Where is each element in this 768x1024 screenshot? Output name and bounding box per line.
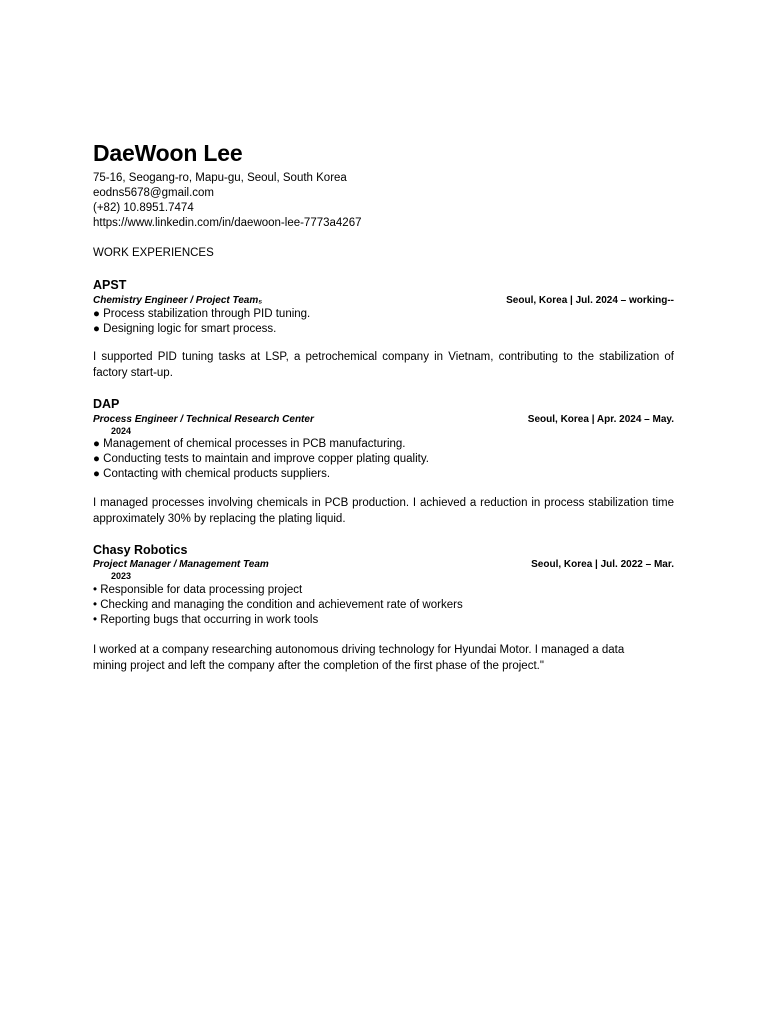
job-location-date: Seoul, Korea | Jul. 2024 – working-- [506, 295, 674, 306]
job-company: Chasy Robotics [93, 543, 188, 557]
job-summary: I managed processes involving chemicals in PCB production. I achieved a reduction in process stabilization time approximately 30% by replacing the plating liquid. [93, 497, 674, 525]
job-location-date: Seoul, Korea | Jul. 2022 – Mar. [531, 559, 674, 570]
section-title: WORK EXPERIENCES [93, 247, 214, 259]
job-bullet: ● Process stabilization through PID tuning. [93, 308, 311, 320]
job-company: APST [93, 278, 127, 292]
job-role-row [93, 413, 674, 426]
job-role: Chemistry Engineer / Project Team₅ [93, 295, 263, 306]
job-bullet: • Responsible for data processing project [93, 584, 303, 596]
job-date-wrap: 2023 [111, 571, 132, 581]
job-role: Process Engineer / Technical Research Center [93, 414, 314, 425]
job-date-wrap: 2024 [111, 426, 132, 436]
job-bullet: ● Conducting tests to maintain and improve copper plating quality. [93, 453, 429, 465]
job-bullet: ● Designing logic for smart process. [93, 323, 277, 335]
job-bullet: ● Management of chemical processes in PCB manufacturing. [93, 438, 406, 450]
linkedin-line: https://www.linkedin.com/in/daewoon-lee-7773a4267 [93, 217, 362, 229]
job-bullet: • Checking and managing the condition and achievement rate of workers [93, 599, 463, 611]
job-location-date: Seoul, Korea | Apr. 2024 – May. [527, 414, 674, 425]
job-bullet: • Reporting bugs that occurring in work tools [93, 614, 319, 626]
job-role-row [93, 558, 674, 571]
email-line: eodns5678@gmail.com [93, 187, 214, 199]
phone-line: (+82) 10.8951.7474 [93, 202, 194, 214]
resume-name: DaeWoon Lee [93, 140, 243, 166]
address-line: 75-16, Seogang-ro, Mapu-gu, Seoul, South Korea [93, 172, 347, 184]
job-bullet: ● Contacting with chemical products suppliers. [93, 468, 331, 480]
job-role: Project Manager / Management Team [93, 559, 269, 570]
job-summary: I worked at a company researching autonomous driving technology for Hyundai Motor. I managed a data mining project and left the company after the completion of the first phase of the project." [93, 644, 625, 672]
job-company: DAP [93, 397, 120, 411]
job-role-row [93, 294, 674, 307]
job-summary: I supported PID tuning tasks at LSP, a petrochemical company in Vietnam, contributing to the stabilization of factory start-up. [93, 351, 674, 379]
